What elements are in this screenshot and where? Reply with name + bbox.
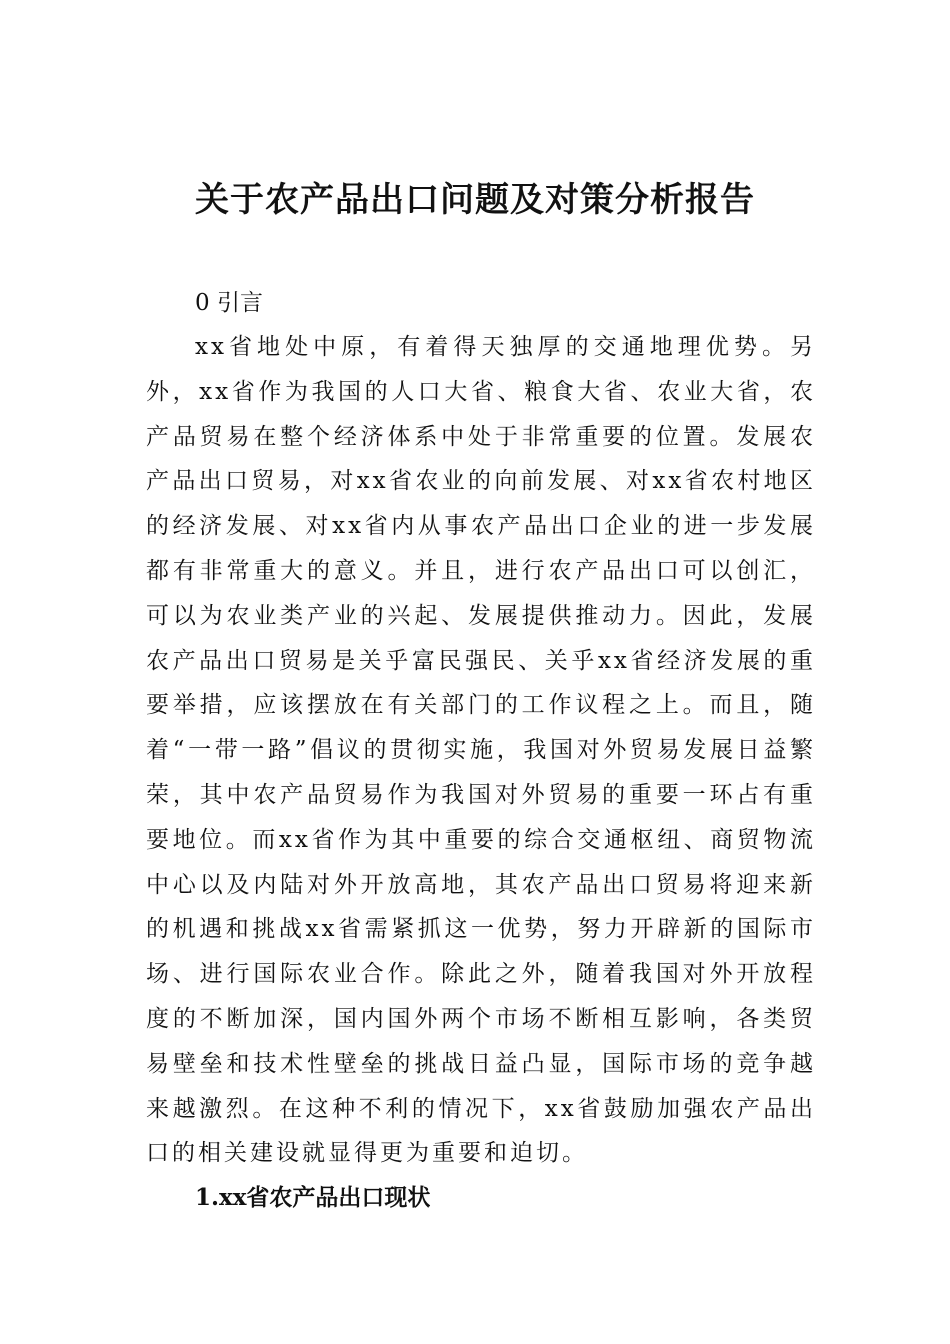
introduction-paragraph: xx省地处中原，有着得天独厚的交通地理优势。另外，xx省作为我国的人口大省、粮食大省、农业大省，农产品贸易在整个经济体系中处于非常重要的位置。发展农产品出口贸易，对xx省农业的向前发展、对xx省农村地区的经济发展、对xx省内从事农产品出口企业的进一步发展都有非常重大的意义。并且，进行农产品出口可以创汇，可以为农业类产业的兴起、发展提供推动力。因此，发展农产品出口贸易是关乎富民强民、关乎xx省经济发展的重要举措，应该摆放在有关部门的工作议程之上。而且，随着“一带一路”倡议的贯彻实施，我国对外贸易发展日益繁荣，其中农产品贸易作为我国对外贸易的重要一环占有重要地位。而xx省作为其中重要的综合交通枢纽、商贸物流中心以及内陆对外开放高地，其农产品出口贸易将迎来新的机遇和挑战xx省需紧抓这一优势，努力开辟新的国际市场、进行国际农业合作。除此之外，随着我国对外开放程度的不断加深，国内国外两个市场不断相互影响，各类贸易壁垒和技术性壁垒的挑战日益凸显，国际市场的竞争越来越激烈。在这种不利的情况下，xx省鼓励加强农产品出口的相关建设就显得更为重要和迫切。 bbox=[146, 334, 816, 1167]
section-heading-introduction: 0 引言 bbox=[195, 290, 263, 316]
section-heading-export-status: 1.xx省农产品出口现状 bbox=[195, 1184, 431, 1211]
document-title: 关于农产品出口问题及对策分析报告 bbox=[195, 180, 755, 220]
